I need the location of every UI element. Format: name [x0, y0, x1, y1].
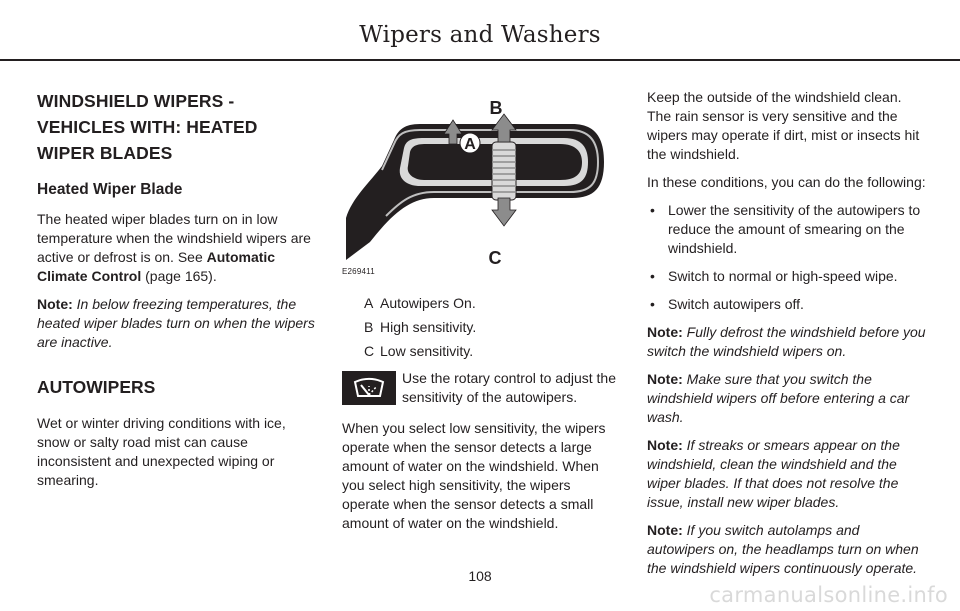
watermark: carmanualsonline.info — [709, 583, 948, 607]
icon-instruction-row — [342, 369, 620, 407]
page-header-title: Wipers and Washers — [359, 22, 601, 48]
paragraph-autowipers-intro: Wet or winter driving conditions with ice, snow or salty road mist can cause inconsistent and unexpected wiping or smearing. — [37, 415, 286, 488]
column-left — [37, 80, 319, 499]
list-item: • Switch autowipers off. — [647, 295, 927, 314]
note-label: Note: — [647, 371, 683, 387]
note-label: Note: — [37, 296, 73, 312]
legend-row — [342, 318, 620, 337]
note-text: Make sure that you switch the windshield wipers off before entering a car wash. — [647, 371, 910, 425]
figure-code: E269411 — [342, 267, 375, 276]
legend-key: C — [364, 343, 375, 359]
bullet-list — [647, 201, 927, 314]
paragraph-sensitivity: When you select low sensitivity, the wipers operate when the sensor detects a large amount of water on the windshield. When you select high sensitivity, the wipers operate when the sensor detects a small amount of water on the windshield. — [342, 420, 606, 531]
note-text: In below freezing temperatures, the heated wiper blades turn on when the wipers are inactive. — [37, 296, 315, 350]
legend-value: Autowipers On. — [380, 295, 476, 311]
callout-c: C — [488, 248, 502, 268]
list-item: • Switch to normal or high-speed wipe. — [647, 267, 927, 286]
windshield-wiper-icon — [342, 371, 396, 405]
note-streaks — [647, 436, 927, 512]
column-middle — [342, 92, 620, 542]
section-heading-autowipers: AUTOWIPERS — [37, 377, 156, 397]
rotary-control-figure — [342, 92, 620, 282]
page-number: 108 — [468, 568, 492, 584]
note-text: Fully defrost the windshield before you switch the windshield wipers on. — [647, 324, 926, 359]
note-text: If you switch autolamps and autowipers on, the headlamps turn on when the windshield wipers continuously operate. — [647, 522, 919, 576]
link-automatic-climate-control[interactable]: Automatic Climate Control — [37, 249, 276, 284]
icon-instruction-text: Use the rotary control to adjust the sensitivity of the autowipers. — [402, 370, 616, 405]
page-reference: (page 165). — [141, 268, 217, 284]
figure-legend — [342, 294, 620, 361]
paragraph-keep-clean: Keep the outside of the windshield clean. The rain sensor is very sensitive and the wipers may operate if dirt, mist or insects hit the windshield. — [647, 89, 920, 162]
legend-key: A — [364, 295, 374, 311]
legend-value: High sensitivity. — [380, 319, 477, 335]
callout-a: A — [464, 136, 476, 153]
callout-b: B — [489, 98, 503, 118]
legend-key: B — [364, 319, 374, 335]
paragraph-heated-blades-text: The heated wiper blades turn on in low temperature when the windshield wipers are active or defrost is on. See — [37, 211, 311, 265]
note-label: Note: — [647, 522, 683, 538]
paragraph-heated-blades — [37, 210, 319, 286]
paragraph-conditions: In these conditions, you can do the following: — [647, 174, 926, 190]
note-label: Note: — [647, 437, 683, 453]
legend-row — [342, 342, 620, 361]
column-right — [647, 88, 927, 587]
section-heading-heated-wipers: WINDSHIELD WIPERS - VEHICLES WITH: HEATED WIPER BLADES — [37, 91, 258, 163]
note-label: Note: — [647, 324, 683, 340]
rotary-control-illustration — [342, 92, 620, 282]
legend-value: Low sensitivity. — [380, 343, 474, 359]
legend-row — [342, 294, 620, 313]
note-freezing — [37, 295, 319, 352]
note-car-wash — [647, 370, 927, 427]
list-item: • Lower the sensitivity of the autowipers to reduce the amount of smearing on the windshield. — [647, 201, 927, 258]
note-text: If streaks or smears appear on the windshield, clean the windshield and the wiper blades. If that does not resolve the issue, install new wiper blades. — [647, 437, 900, 510]
note-defrost — [647, 323, 927, 361]
subheading-heated-wiper-blade: Heated Wiper Blade — [37, 181, 183, 198]
header-rule — [0, 59, 960, 61]
